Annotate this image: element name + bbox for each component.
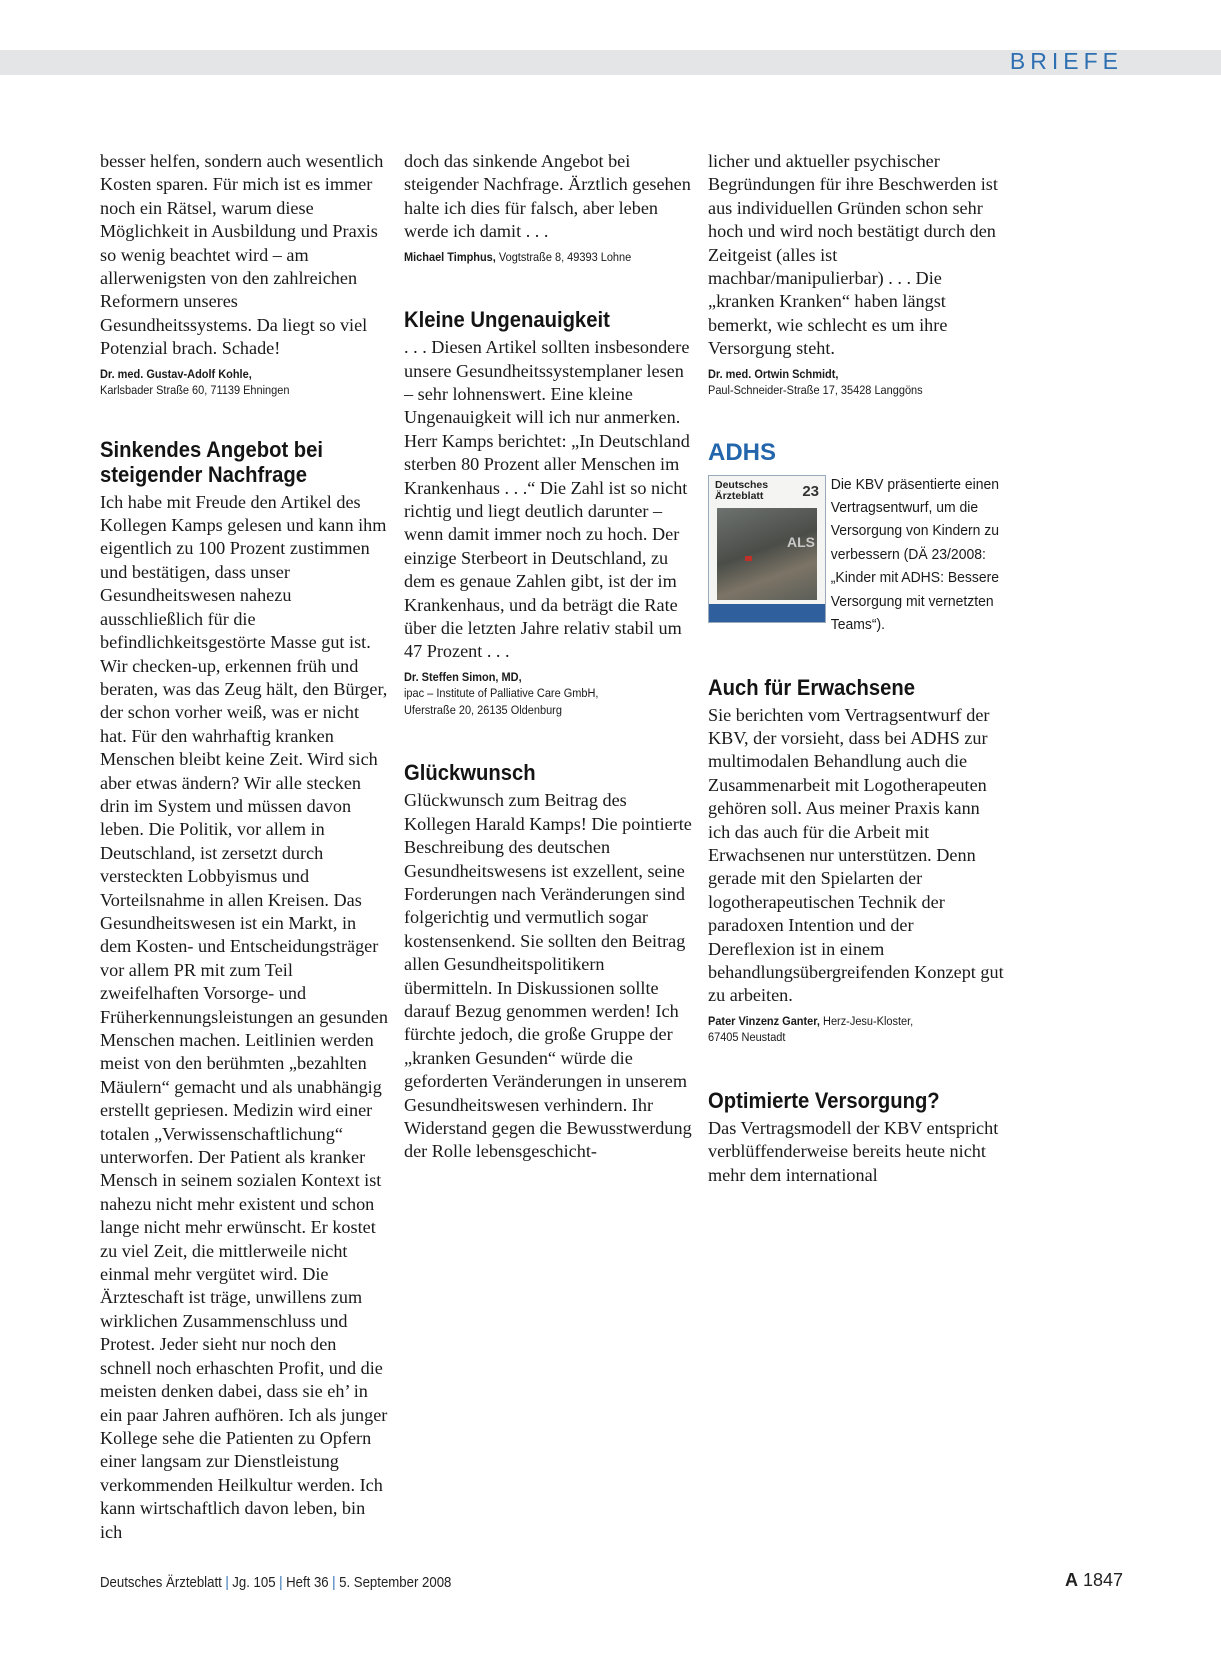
author-address: 67405 Neustadt	[708, 1030, 786, 1045]
author-name: Dr. med. Ortwin Schmidt,	[708, 366, 839, 381]
author-address: Karlsbader Straße 60, 71139 Ehningen	[100, 383, 290, 398]
letter-text: Sie berichten vom Vertragsentwurf der KBV, der vorsieht, dass bei ADHS zur multimodalen Behandlung auch die Zusammenarbeit mit Logotherapeuten gehören soll. Aus meiner Praxis kann ich das auch für die Arbeit mit Erwachsenen nur unterstützen. Denn gerade mit den Spielarten der logotherapeutischen Technik der paradoxen Intention und der Dereflexion ist in einem behandlungsübergreifenden Konzept gut zu arbeiten.	[708, 704, 1004, 1006]
letter-text: Das Vertragsmodell der KBV entspricht verblüffenderweise bereits heute nicht mehr dem international	[708, 1117, 999, 1185]
footer-separator: |	[279, 1574, 283, 1591]
cover-topic: ALS	[787, 533, 815, 550]
footer-separator: |	[332, 1574, 336, 1591]
letter-text: besser helfen, sondern auch wesentlich Kosten sparen. Für mich ist es immer noch ein Rätsel, warum diese Möglichkeit in Ausbildung und Praxis so wenig beachtet wird – am allerwenigsten von den zahlreichen Reformern unseres Gesundheitssystems. Da liegt so viel Potenzial brach. Schade!	[100, 151, 384, 359]
letter-heading: Optimierte Versorgung?	[708, 1087, 940, 1113]
letter-text: Glückwunsch zum Beitrag des Kollegen Harald Kamps! Die pointierte Beschreibung des deutschen Gesundheitswesens ist exzellent, seine Forderungen nach Veränderungen sind folgerichtig und vermutlich sogar kostensenkend. Sie sollten den Beitrag allen Gesundheitspolitikern übermitteln. In Diskussionen sollte darauf Bezug genommen werden! Ich fürchte jedoch, die große Gruppe der „kranken Gesunden“ würde die geforderten Veränderungen in unserem Gesundheitswesen verhindern. Ihr Widerstand gegen die Bewusstwerdung der Rolle lebensgeschicht-	[404, 790, 692, 1162]
journal-volume: Jg. 105	[232, 1574, 276, 1591]
author-name: Pater Vinzenz Ganter,	[708, 1013, 820, 1028]
letter-text: doch das sinkende Angebot bei steigender Nachfrage. Ärztlich gesehen halte ich dies für falsch, aber leben werde ich damit . . .	[404, 151, 691, 242]
author-name: Michael Timphus,	[404, 249, 496, 264]
author-signature	[100, 366, 390, 399]
page-footer	[100, 1574, 451, 1591]
letter-heading: Glückwunsch	[404, 760, 536, 786]
author-address: Herz-Jesu-Kloster,	[823, 1013, 914, 1028]
author-signature	[404, 669, 694, 719]
topic-title: ADHS	[708, 438, 777, 466]
letter-heading: Kleine Ungenauigkeit	[404, 307, 610, 333]
letter-heading: Sinkendes Angebot bei steigender Nachfrage	[100, 436, 324, 487]
journal-name: Deutsches Ärzteblatt	[100, 1574, 222, 1591]
cover-issue-number: 23	[802, 482, 819, 500]
author-signature	[708, 1013, 1004, 1046]
author-address: Vogtstraße 8, 49393 Lohne	[498, 249, 632, 264]
author-signature	[404, 249, 694, 266]
author-affiliation: ipac – Institute of Palliative Care GmbH,	[404, 686, 599, 701]
author-name: Dr. Steffen Simon, MD,	[404, 669, 522, 684]
letter-text: . . . Diesen Artikel sollten insbesondere unsere Gesundheitssystemplaner lesen – sehr lohnenswert. Eine kleine Ungenauigkeit will ich nur anmerken. Herr Kamps berichtet: „In Deutschland sterben 80 Prozent aller Menschen im Krankenhaus . . .“ Die Zahl ist so nicht richtig und liegt deutlich darunter – wenn damit immer noch zu hoch. Der einzige Sterbeort in Deutschland, zu dem es genaue Zahlen gibt, ist der im Krankenhaus, und da beträgt die Rate über die letzten Jahre relativ stabil um 47 Prozent . . .	[404, 337, 690, 662]
page-number	[1065, 1570, 1123, 1591]
column-2	[404, 150, 694, 1164]
topic-intro	[708, 473, 1004, 637]
page-prefix: A	[1064, 1570, 1078, 1590]
letter-text: licher und aktueller psychischer Begründungen für ihre Beschwerden ist aus individuellen Gründen schon sehr hoch und wird noch bestätigt durch den Zeitgeist (alles ist machbar/manipulierbar) . . . Die „kranken Kranken“ haben längst bemerkt, wie schlecht es um ihre Versorgung steht.	[708, 151, 998, 359]
column-1	[100, 150, 390, 1544]
author-address: Uferstraße 20, 26135 Oldenburg	[404, 702, 562, 717]
author-address: Paul-Schneider-Straße 17, 35428 Langgöns	[708, 383, 923, 398]
author-signature	[708, 366, 1004, 399]
topic-intro-text: Die KBV präsentierte einen Vertragsentwurf, um die Versorgung von Kindern zu verbessern (DÄ 23/2008: „Kinder mit ADHS: Bessere Versorgung mit vernetzten Teams“).	[830, 475, 1000, 634]
journal-date: 5. September 2008	[339, 1574, 452, 1591]
letter-text: Ich habe mit Freude den Artikel des Kollegen Kamps gelesen und kann ihm eigentlich zu 100 Prozent zustimmen und bestätigen, dass unser Gesundheitswesen nahezu ausschließlich für die befindlichkeitsgestörte Masse gut ist. Wir checken-up, erkennen früh und beraten, was das Zeug hält, den Bürger, der schon vorher weiß, was er nicht hat. Für den wahrhaftig kranken Menschen bleibt keine Zeit. Wird sich aber etwas ändern? Wir alle stecken drin im System und müssen davon leben. Die Politik, vor allem in Deutschland, ist zersetzt durch versteckten Lobbyismus und Vorteilsnahme in allen Kreisen. Das Gesundheitswesen ist ein Markt, in dem Kosten- und Entscheidungsträger vor allem PR mit zum Teil zweifelhaften Vorsorge- und Früherkennungsleistungen an gesunden Menschen machen. Leitlinien werden meist von den berühmten „bezahlten Mäulern“ gemacht und als unabhängig erstellt gepriesen. Medizin wird einer totalen „Verwissenschaftlichung“ unterworfen. Der Patient als kranker Mensch in seinem sozialen Kontext ist nahezu nicht mehr existent und schon lange nicht mehr erwünscht. Er kostet zu viel Zeit, die mittlerweile nicht einmal mehr vergütet wird. Die Ärzteschaft ist träge, unwillens zum wirklichen Zusammenschluss und Protest. Jeder sieht nur noch den schnell noch erhaschten Profit, und die meisten denken dabei, dass sie eh’ in ein paar Jahren aufhören. Ich als junger Kollege sehe die Patienten zu Opfern einer langsam zur Dienstleistung verkommenden Heilkultur werden. Ich kann wirtschaftlich davon leben, bin ich	[100, 491, 388, 1542]
journal-issue: Heft 36	[286, 1574, 329, 1591]
cover-title: Deutsches Ärzteblatt	[715, 478, 769, 502]
section-label: BRIEFE	[1009, 48, 1123, 74]
author-name: Dr. med. Gustav-Adolf Kohle,	[100, 366, 252, 381]
footer-separator: |	[225, 1574, 229, 1591]
page-number-value: 1847	[1082, 1570, 1123, 1590]
letter-heading: Auch für Erwachsene	[708, 674, 915, 700]
column-3	[708, 150, 1004, 1187]
